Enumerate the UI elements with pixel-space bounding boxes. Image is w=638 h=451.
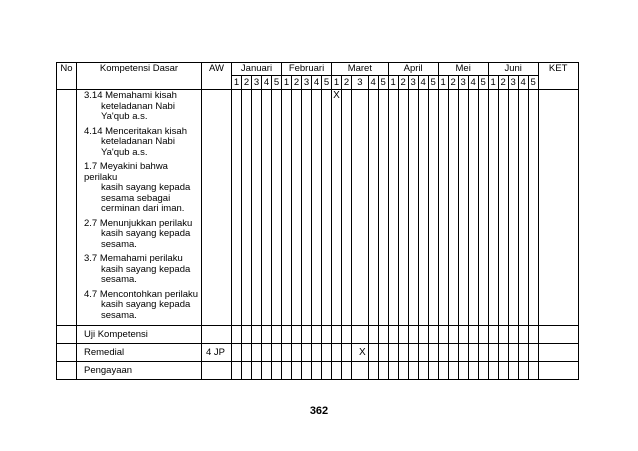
week-cell xyxy=(302,326,312,344)
week-cell xyxy=(448,90,458,326)
week-cell xyxy=(232,326,242,344)
week-cell xyxy=(282,326,292,344)
week-cell xyxy=(368,362,378,380)
week-number: 4 xyxy=(518,76,528,90)
week-number: 5 xyxy=(528,76,538,90)
week-cell xyxy=(408,362,418,380)
header-ket: KET xyxy=(538,63,578,90)
week-cell xyxy=(368,326,378,344)
week-cell xyxy=(302,90,312,326)
week-cell xyxy=(292,90,302,326)
week-cell xyxy=(388,344,398,362)
week-number: 5 xyxy=(322,76,332,90)
aw-cell xyxy=(202,362,232,380)
kd-item-line: sesama sebagai xyxy=(101,192,171,204)
week-cell xyxy=(312,344,322,362)
week-number: 1 xyxy=(438,76,448,90)
week-cell xyxy=(428,362,438,380)
week-cell xyxy=(418,90,428,326)
week-cell xyxy=(368,344,378,362)
week-cell xyxy=(252,326,262,344)
week-number: 2 xyxy=(242,76,252,90)
week-number: 4 xyxy=(468,76,478,90)
week-cell xyxy=(498,344,508,362)
week-cell xyxy=(428,344,438,362)
week-cell xyxy=(408,344,418,362)
week-cell xyxy=(282,90,292,326)
kd-item-line: sesama. xyxy=(101,238,137,250)
week-number: 4 xyxy=(312,76,322,90)
week-cell xyxy=(242,90,252,326)
week-cell xyxy=(272,90,282,326)
week-number: 5 xyxy=(378,76,388,90)
week-cell xyxy=(398,326,408,344)
week-cell xyxy=(428,326,438,344)
week-cell xyxy=(232,344,242,362)
week-cell xyxy=(352,90,369,326)
header-month: April xyxy=(388,63,438,76)
week-cell xyxy=(528,344,538,362)
week-number: 3 xyxy=(352,76,369,90)
week-cell xyxy=(262,90,272,326)
week-cell xyxy=(322,344,332,362)
header-no: No xyxy=(57,63,77,90)
week-cell xyxy=(498,90,508,326)
week-number: 1 xyxy=(332,76,342,90)
week-cell xyxy=(418,362,428,380)
week-cell xyxy=(508,344,518,362)
week-cell xyxy=(242,344,252,362)
header-row xyxy=(57,63,579,76)
week-cell xyxy=(418,326,428,344)
kd-item xyxy=(84,91,199,123)
week-cell xyxy=(478,362,488,380)
ket-cell xyxy=(538,362,578,380)
week-number: 1 xyxy=(388,76,398,90)
week-cell xyxy=(508,90,518,326)
week-cell xyxy=(488,362,498,380)
kd-item-title: 3.14 Memahami kisah xyxy=(84,90,177,101)
week-cell xyxy=(528,90,538,326)
week-number: 2 xyxy=(342,76,352,90)
week-number: 3 xyxy=(252,76,262,90)
week-cell xyxy=(398,362,408,380)
week-cell xyxy=(508,362,518,380)
week-cell xyxy=(378,90,388,326)
kd-item-title: 3.7 Memahami perilaku xyxy=(84,253,183,264)
week-number: 4 xyxy=(368,76,378,90)
week-cell xyxy=(242,326,252,344)
week-cell xyxy=(448,362,458,380)
kd-item-title: 2.7 Menunjukkan perilaku xyxy=(84,217,193,229)
kd-cell xyxy=(77,90,202,326)
kd-item xyxy=(84,127,199,159)
header-aw: AW xyxy=(202,63,232,90)
kd-item-title: 4.7 Mencontohkan perilaku xyxy=(84,288,199,300)
week-cell xyxy=(408,326,418,344)
week-cell xyxy=(508,326,518,344)
week-cell xyxy=(378,344,388,362)
week-number: 3 xyxy=(302,76,312,90)
week-cell xyxy=(498,326,508,344)
week-cell xyxy=(262,326,272,344)
row-no xyxy=(57,344,77,362)
week-number: 3 xyxy=(458,76,468,90)
week-cell xyxy=(518,362,528,380)
week-number: 5 xyxy=(272,76,282,90)
week-cell xyxy=(468,326,478,344)
week-cell xyxy=(252,362,262,380)
activity-row xyxy=(57,344,579,362)
kd-row xyxy=(57,90,579,326)
week-cell xyxy=(518,344,528,362)
kd-item-line: sesama. xyxy=(101,309,137,321)
week-number: 1 xyxy=(232,76,242,90)
week-cell xyxy=(232,90,242,326)
week-number: 2 xyxy=(448,76,458,90)
week-cell xyxy=(332,326,342,344)
week-number: 5 xyxy=(428,76,438,90)
week-cell xyxy=(428,90,438,326)
week-cell xyxy=(438,344,448,362)
row-no xyxy=(57,326,77,344)
kd-item xyxy=(84,219,199,251)
ket-cell xyxy=(538,326,578,344)
kd-item-title: 4.14 Menceritakan kisah xyxy=(84,125,187,137)
week-number: 3 xyxy=(408,76,418,90)
week-cell xyxy=(458,90,468,326)
week-cell xyxy=(272,326,282,344)
week-cell xyxy=(312,362,322,380)
week-cell xyxy=(418,344,428,362)
week-cell xyxy=(252,90,262,326)
schedule-table xyxy=(56,62,579,380)
activity-label: Pengayaan xyxy=(77,362,202,380)
kd-item xyxy=(84,290,199,322)
header-month: Januari xyxy=(232,63,282,76)
header-month: Juni xyxy=(488,63,538,76)
header-month: Maret xyxy=(332,63,389,76)
week-cell xyxy=(438,362,448,380)
week-cell xyxy=(468,344,478,362)
week-cell xyxy=(438,326,448,344)
week-cell xyxy=(388,362,398,380)
aw-cell xyxy=(202,90,232,326)
week-cell xyxy=(478,326,488,344)
week-cell xyxy=(272,344,282,362)
kd-item xyxy=(84,254,199,286)
week-cell xyxy=(468,362,478,380)
week-cell xyxy=(322,326,332,344)
week-cell xyxy=(498,362,508,380)
week-cell xyxy=(458,326,468,344)
week-cell xyxy=(388,90,398,326)
kd-item-line: cerminan dari iman. xyxy=(101,203,185,214)
week-cell xyxy=(272,362,282,380)
week-number: 3 xyxy=(508,76,518,90)
kd-item-line: Ya'qub a.s. xyxy=(101,111,148,122)
row-no xyxy=(57,362,77,380)
week-cell xyxy=(322,362,332,380)
week-cell xyxy=(408,90,418,326)
week-cell xyxy=(302,362,312,380)
week-cell xyxy=(332,344,342,362)
week-cell xyxy=(528,326,538,344)
week-cell xyxy=(292,326,302,344)
week-cell xyxy=(398,90,408,326)
kd-item-line: kasih sayang kepada xyxy=(101,182,191,193)
week-cell xyxy=(368,90,378,326)
row-no xyxy=(57,90,77,326)
week-cell xyxy=(232,362,242,380)
week-cell xyxy=(488,326,498,344)
page-number: 362 xyxy=(309,405,329,417)
week-cell xyxy=(488,90,498,326)
week-cell xyxy=(378,326,388,344)
activity-row xyxy=(57,362,579,380)
week-cell xyxy=(528,362,538,380)
week-cell xyxy=(342,362,352,380)
week-cell xyxy=(342,326,352,344)
week-cell xyxy=(388,326,398,344)
week-cell xyxy=(478,344,488,362)
week-number: 2 xyxy=(398,76,408,90)
kd-item-line: Ya'qub a.s. xyxy=(101,146,148,158)
week-number: 4 xyxy=(418,76,428,90)
week-cell xyxy=(378,362,388,380)
week-cell xyxy=(302,344,312,362)
kd-item-line: keteladanan Nabi xyxy=(101,136,175,147)
kd-item-line: kasih sayang kepada xyxy=(101,263,191,275)
week-cell xyxy=(342,90,352,326)
week-number: 1 xyxy=(488,76,498,90)
week-cell xyxy=(322,90,332,326)
kd-item-title: 1.7 Meyakini bahwa perilaku xyxy=(84,161,168,183)
activity-row xyxy=(57,326,579,344)
week-cell xyxy=(478,90,488,326)
aw-cell xyxy=(202,326,232,344)
activity-label: Remedial xyxy=(77,344,202,362)
header-month: Februari xyxy=(282,63,332,76)
week-cell xyxy=(242,362,252,380)
schedule-mark: X xyxy=(332,90,342,326)
week-cell xyxy=(292,362,302,380)
kd-item-line: kasih sayang kepada xyxy=(101,228,191,239)
week-cell xyxy=(352,326,369,344)
week-cell xyxy=(488,344,498,362)
header-month: Mei xyxy=(438,63,488,76)
week-cell xyxy=(262,362,272,380)
week-cell xyxy=(342,344,352,362)
week-number: 1 xyxy=(282,76,292,90)
week-cell xyxy=(312,326,322,344)
week-cell xyxy=(352,362,369,380)
ket-cell xyxy=(538,344,578,362)
week-cell xyxy=(262,344,272,362)
kd-item xyxy=(84,162,199,215)
week-cell xyxy=(518,90,528,326)
activity-label: Uji Kompetensi xyxy=(77,326,202,344)
week-cell xyxy=(448,344,458,362)
kd-item-line: keteladanan Nabi xyxy=(101,100,175,112)
week-cell xyxy=(282,344,292,362)
week-cell xyxy=(282,362,292,380)
week-number: 5 xyxy=(478,76,488,90)
header-kompetensi: Kompetensi Dasar xyxy=(77,63,202,90)
week-cell xyxy=(458,344,468,362)
kd-item-line: kasih sayang kepada xyxy=(101,299,191,310)
week-number: 4 xyxy=(262,76,272,90)
week-number: 2 xyxy=(292,76,302,90)
week-cell xyxy=(438,90,448,326)
aw-cell: 4 JP xyxy=(202,344,232,362)
kd-item-line: sesama. xyxy=(101,274,137,285)
week-cell xyxy=(332,362,342,380)
week-cell xyxy=(398,344,408,362)
week-cell xyxy=(292,344,302,362)
week-cell xyxy=(252,344,262,362)
week-number: 2 xyxy=(498,76,508,90)
ket-cell xyxy=(538,90,578,326)
week-cell xyxy=(518,326,528,344)
week-cell xyxy=(448,326,458,344)
week-cell xyxy=(468,90,478,326)
week-cell xyxy=(312,90,322,326)
schedule-mark: X xyxy=(352,344,369,362)
week-cell xyxy=(458,362,468,380)
